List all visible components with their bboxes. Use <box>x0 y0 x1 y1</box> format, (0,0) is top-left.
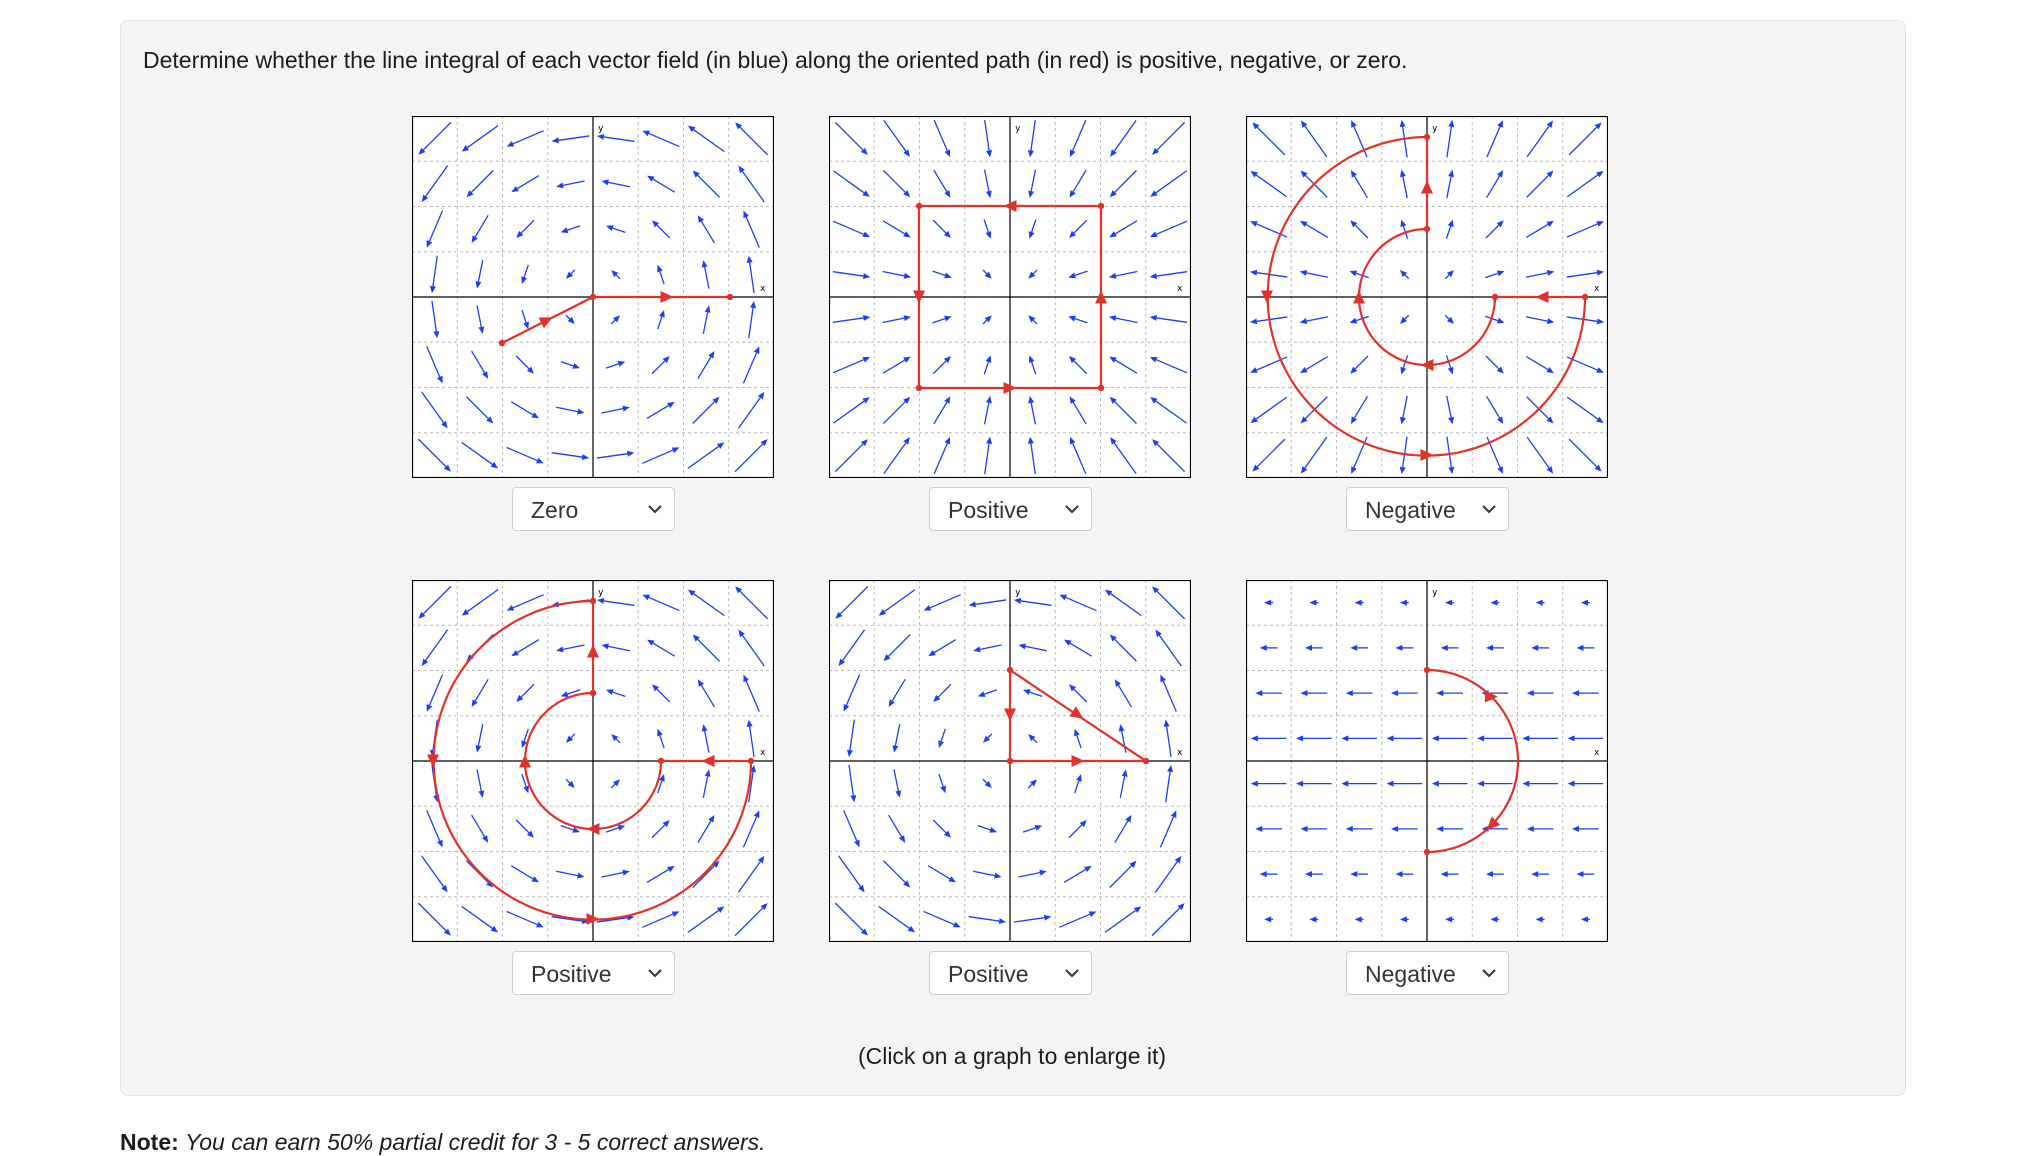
answer-select-6[interactable] <box>1346 951 1509 995</box>
path-direction-arrow <box>702 755 715 767</box>
x-axis-label: x <box>1177 748 1183 758</box>
y-axis-label: y <box>1015 588 1021 598</box>
x-axis-label: x <box>760 748 766 758</box>
path-point <box>590 690 596 696</box>
y-axis-label: y <box>1015 124 1021 134</box>
chevron-down-icon <box>1480 500 1498 518</box>
path-group <box>1004 667 1149 767</box>
path-direction-arrow <box>1004 709 1016 722</box>
answer-select-3[interactable] <box>1346 487 1509 531</box>
enlarge-hint: (Click on a graph to enlarge it) <box>857 1043 1167 1069</box>
note-label: Note: <box>120 1129 179 1155</box>
vector-field-plot <box>412 116 774 478</box>
path-point <box>1143 758 1149 764</box>
path-direction-arrow <box>1536 291 1549 303</box>
path-point <box>727 294 733 300</box>
path-direction-arrow <box>587 645 599 658</box>
x-axis-label: x <box>1594 284 1600 294</box>
vector-field-plot <box>829 116 1191 478</box>
path-point <box>748 758 754 764</box>
path-point <box>590 598 596 604</box>
x-axis-label: x <box>760 284 766 294</box>
partial-credit-note <box>120 1128 766 1156</box>
y-axis-label: y <box>598 124 604 134</box>
path-point <box>1424 134 1430 140</box>
answer-select-4[interactable] <box>512 951 675 995</box>
vector-field-plot <box>829 580 1191 942</box>
path-point <box>916 203 922 209</box>
chevron-down-icon <box>646 964 664 982</box>
answer-select-value: Positive <box>948 497 1029 523</box>
note-text: You can earn 50% partial credit for 3 - 5 correct answers. <box>185 1129 766 1155</box>
answer-select-value: Zero <box>531 497 579 523</box>
chevron-down-icon <box>1480 964 1498 982</box>
vector-field-plot <box>1246 116 1608 478</box>
path-point <box>1492 294 1498 300</box>
y-axis-label: y <box>1432 124 1438 134</box>
path-point <box>590 294 596 300</box>
answer-select-value: Negative <box>1365 497 1456 523</box>
x-axis-label: x <box>1177 284 1183 294</box>
answer-select-value: Negative <box>1365 961 1456 987</box>
x-axis-label: x <box>1594 748 1600 758</box>
answer-select-value: Positive <box>948 961 1029 987</box>
path-direction-arrow <box>661 291 674 303</box>
path-point <box>1424 667 1430 673</box>
path-point <box>1424 226 1430 232</box>
graph-1[interactable] <box>412 116 774 478</box>
path-point <box>499 340 505 346</box>
chevron-down-icon <box>1063 964 1081 982</box>
answer-select-5[interactable] <box>929 951 1092 995</box>
answer-select-2[interactable] <box>929 487 1092 531</box>
graph-6[interactable] <box>1246 580 1608 942</box>
path-point <box>1007 667 1013 673</box>
y-axis-label: y <box>598 588 604 598</box>
path-point <box>1424 849 1430 855</box>
path-point <box>916 385 922 391</box>
vector-field-plot <box>1246 580 1608 942</box>
graph-2[interactable] <box>829 116 1191 478</box>
path-direction-arrow <box>1069 706 1083 718</box>
path-direction-arrow <box>1421 181 1433 194</box>
answer-select-1[interactable] <box>512 487 675 531</box>
path-point <box>1582 294 1588 300</box>
y-axis-label: y <box>1432 588 1438 598</box>
graph-5[interactable] <box>829 580 1191 942</box>
path-point <box>1098 203 1104 209</box>
graph-3[interactable] <box>1246 116 1608 478</box>
path-point <box>658 758 664 764</box>
vector-field-plot <box>412 580 774 942</box>
chevron-down-icon <box>646 500 664 518</box>
chevron-down-icon <box>1063 500 1081 518</box>
answer-select-value: Positive <box>531 961 612 987</box>
graph-4[interactable] <box>412 580 774 942</box>
question-text: Determine whether the line integral of each vector field (in blue) along the oriented path (in red) is positive, negative, or zero. <box>143 47 1408 73</box>
path-point <box>1007 758 1013 764</box>
path-direction-arrow <box>1072 755 1085 767</box>
path-point <box>1098 385 1104 391</box>
